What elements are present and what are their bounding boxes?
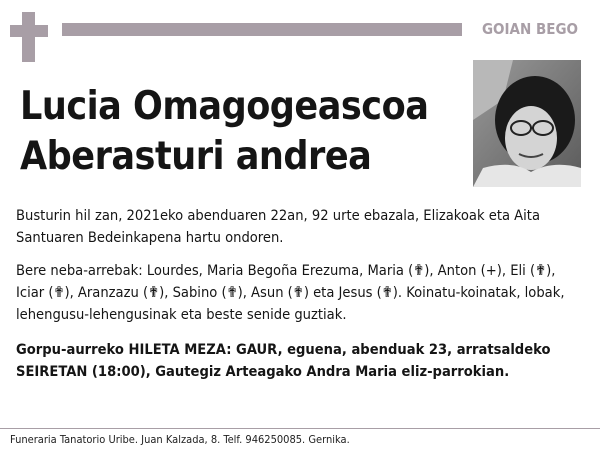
cross-icon-vertical	[22, 12, 35, 62]
header-label: GOIAN BEGO	[481, 20, 578, 38]
deceased-name	[20, 82, 470, 182]
deceased-name-line1: Lucia Omagogeascoa	[20, 84, 429, 129]
header-rule	[62, 23, 462, 36]
cross-icon-horizontal	[10, 25, 48, 37]
portrait-photo	[473, 60, 581, 187]
footer-divider	[0, 428, 600, 429]
death-announcement-text: Busturin hil zan, 2021eko abenduaren 22an, 92 urte ebazala, Elizakoak eta Aita Santuaren Bedeinkapena hartu ondoren.	[16, 207, 540, 246]
deceased-name-line2: Aberasturi andrea	[20, 134, 372, 179]
funeral-mass-text: Gorpu-aurreko HILETA MEZA: GAUR, eguena, abenduak 23, arratsaldeko SEIRETAN (18:00), Gautegiz Arteagako Andra Maria eliz-parrokian.	[16, 341, 551, 380]
funeral-home-footer: Funeraria Tanatorio Uribe. Juan Kalzada, 8. Telf. 946250085. Gernika.	[10, 433, 350, 446]
family-members-text: Bere neba-arrebak: Lourdes, Maria Begoña Erezuma, Maria (✟), Anton (+), Eli (✟), Iciar (✟), Aranzazu (✟), Sabino (✟), Asun (✟) eta Jesus (✟). Koinatu-koinatak, lobak, lehengusu-lehengusinak eta beste senide guztiak.	[16, 262, 565, 323]
